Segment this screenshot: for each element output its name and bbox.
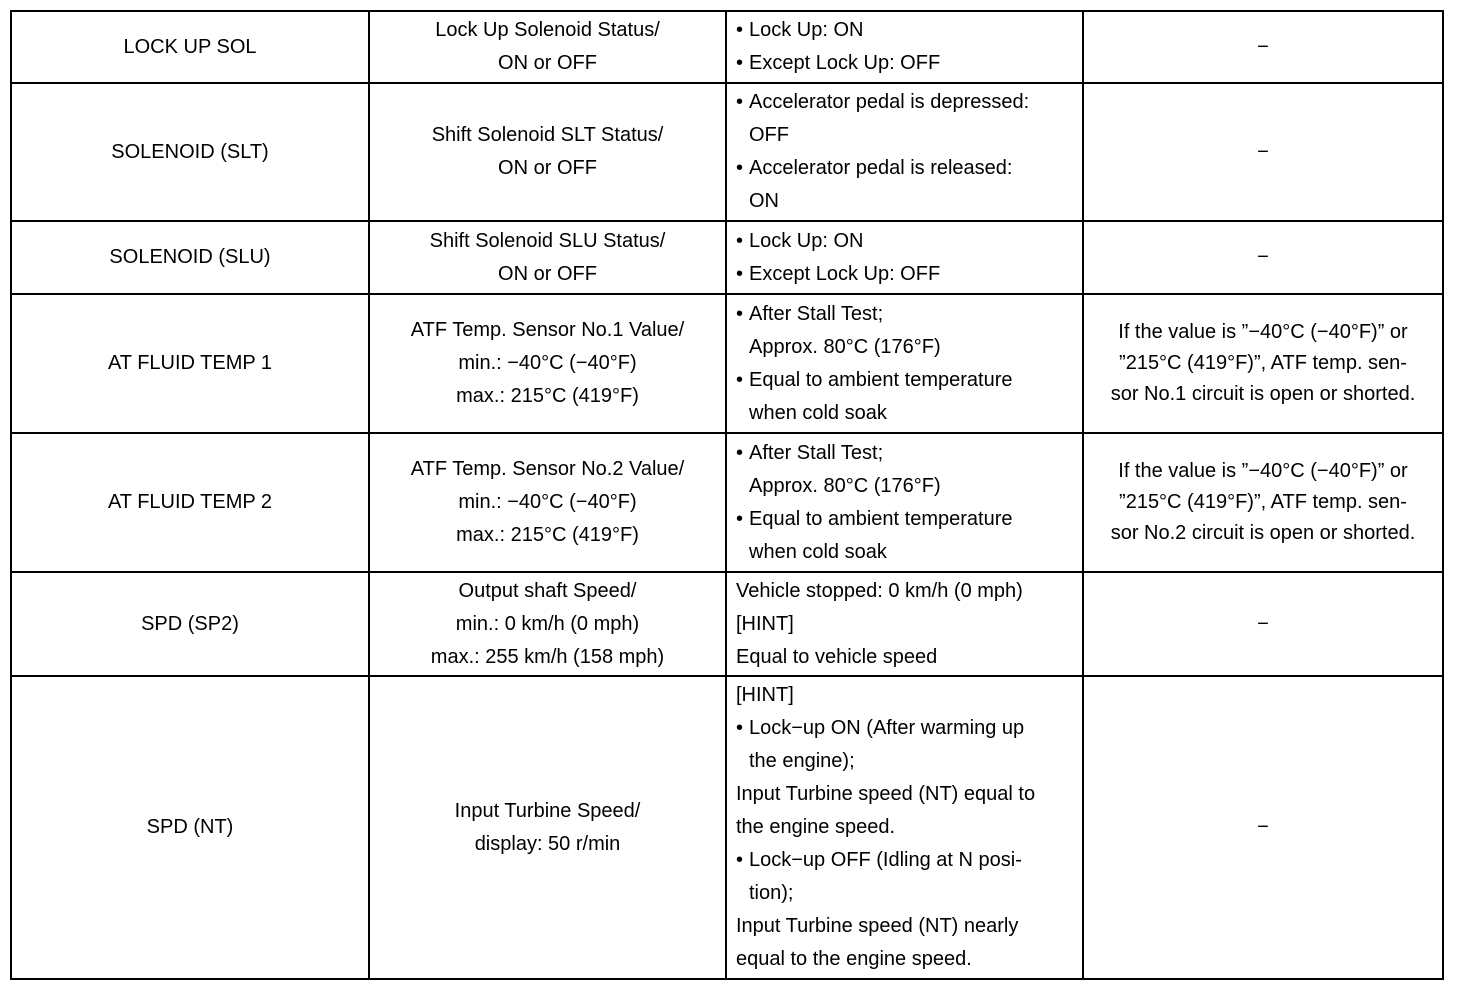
normal-text-line: equal to the engine speed.	[736, 948, 972, 970]
item-cell	[11, 294, 369, 433]
bullet-text: Accelerator pedal is released:	[749, 157, 1013, 179]
bullet-continuation: when cold soak	[749, 401, 887, 424]
bullet-continuation: the engine);	[749, 750, 855, 772]
measurement-line: ON or OFF	[498, 157, 597, 179]
bullet-text: Lock Up: ON	[749, 229, 864, 252]
item-cell	[11, 221, 369, 294]
normal-condition-cell	[726, 676, 1083, 979]
item-cell	[11, 433, 369, 572]
normal-condition-cell	[726, 11, 1083, 83]
bullet-text: Lock Up: ON	[749, 19, 864, 41]
diagnostic-note-cell	[1083, 433, 1443, 572]
item-text: SOLENOID (SLT)	[111, 140, 269, 163]
normal-condition-cell	[726, 294, 1083, 433]
bullet-text: Except Lock Up: OFF	[749, 262, 941, 285]
item-text: AT FLUID TEMP 2	[107, 491, 273, 513]
bullet-continuation: Approx. 80°C (176°F)	[749, 474, 941, 497]
bullet-icon: •	[736, 849, 744, 871]
measurement-cell	[369, 676, 726, 979]
table-row	[11, 294, 1443, 433]
normal-condition-cell	[726, 83, 1083, 221]
item-text: SOLENOID (SLU)	[109, 246, 271, 268]
diagnostic-note-line: If the value is ”−40°C (−40°F)” or	[1118, 460, 1408, 482]
bullet-item	[736, 503, 1078, 536]
bullet-icon: •	[736, 52, 744, 74]
item-text: AT FLUID TEMP 1	[107, 352, 273, 374]
bullet-continuation: OFF	[749, 124, 789, 146]
bullet-text: Equal to ambient temperature	[749, 507, 1013, 530]
data-list-table	[10, 10, 1444, 980]
diagnostic-note-line: −	[1257, 140, 1269, 163]
measurement-cell	[369, 572, 726, 676]
measurement-line: max.: 215°C (419°F)	[456, 385, 639, 407]
item-cell	[11, 572, 369, 676]
bullet-icon: •	[736, 262, 744, 285]
bullet-item	[736, 225, 1078, 258]
measurement-line: max.: 255 km/h (158 mph)	[430, 645, 665, 668]
measurement-cell	[369, 83, 726, 221]
measurement-line: Input Turbine Speed/	[454, 799, 641, 822]
bullet-text: Except Lock Up: OFF	[749, 52, 941, 74]
bullet-text: Accelerator pedal is depressed:	[749, 91, 1030, 113]
diagnostic-note-cell	[1083, 572, 1443, 676]
item-text: SPD (NT)	[146, 816, 234, 838]
bullet-text: Lock−up OFF (Idling at N posi-	[749, 849, 1022, 871]
normal-text-line: Input Turbine speed (NT) nearly	[736, 915, 1019, 937]
bullet-item	[736, 712, 1078, 745]
bullet-icon: •	[736, 157, 744, 179]
hint-label: [HINT]	[736, 612, 794, 635]
bullet-item	[736, 364, 1078, 397]
table-row	[11, 676, 1443, 979]
bullet-text: Equal to ambient temperature	[749, 368, 1013, 391]
diagnostic-note-line: −	[1257, 246, 1269, 268]
measurement-cell	[369, 221, 726, 294]
normal-text-line: Equal to vehicle speed	[736, 645, 938, 668]
normal-condition-cell	[726, 433, 1083, 572]
diagnostic-note-line: −	[1257, 816, 1269, 838]
bullet-icon: •	[736, 441, 744, 464]
diagnostic-note-cell	[1083, 83, 1443, 221]
measurement-line: Shift Solenoid SLT Status/	[431, 124, 664, 146]
measurement-line: ATF Temp. Sensor No.1 Value/	[410, 319, 685, 341]
bullet-continuation: tion);	[749, 882, 794, 904]
diagnostic-note-cell	[1083, 221, 1443, 294]
diagnostic-note-line: If the value is ”−40°C (−40°F)” or	[1118, 321, 1408, 343]
bullet-item	[736, 844, 1078, 877]
measurement-line: min.: 0 km/h (0 mph)	[455, 612, 640, 635]
table-row	[11, 572, 1443, 676]
bullet-item	[736, 47, 1078, 80]
bullet-icon: •	[736, 19, 744, 41]
normal-condition-cell	[726, 221, 1083, 294]
bullet-item	[736, 437, 1078, 470]
bullet-icon: •	[736, 302, 744, 325]
diagnostic-note-cell	[1083, 676, 1443, 979]
normal-text-line: the engine speed.	[736, 816, 896, 838]
measurement-line: Output shaft Speed/	[458, 579, 637, 602]
bullet-item	[736, 298, 1078, 331]
measurement-line: Shift Solenoid SLU Status/	[429, 229, 666, 252]
item-text: LOCK UP SOL	[123, 35, 257, 58]
item-cell	[11, 11, 369, 83]
measurement-cell	[369, 294, 726, 433]
bullet-icon: •	[736, 91, 744, 113]
table-row	[11, 11, 1443, 83]
bullet-text: Lock−up ON (After warming up	[749, 717, 1025, 739]
bullet-icon: •	[736, 368, 744, 391]
bullet-continuation: ON	[749, 190, 779, 212]
bullet-item	[736, 258, 1078, 291]
measurement-cell	[369, 433, 726, 572]
diagnostic-note-cell	[1083, 294, 1443, 433]
bullet-continuation: Approx. 80°C (176°F)	[749, 335, 941, 358]
bullet-item	[736, 86, 1078, 119]
measurement-line: min.: −40°C (−40°F)	[458, 352, 637, 374]
diagnostic-note-line: sor No.2 circuit is open or shorted.	[1110, 522, 1416, 544]
item-cell	[11, 676, 369, 979]
measurement-line: max.: 215°C (419°F)	[456, 524, 639, 546]
bullet-icon: •	[736, 229, 744, 252]
table-body	[11, 11, 1443, 979]
item-text: SPD (SP2)	[141, 612, 239, 635]
normal-text-line: Input Turbine speed (NT) equal to	[736, 783, 1036, 805]
normal-condition-cell	[726, 572, 1083, 676]
measurement-line: ATF Temp. Sensor No.2 Value/	[410, 458, 685, 480]
bullet-item	[736, 14, 1078, 47]
diagnostic-note-line: sor No.1 circuit is open or shorted.	[1110, 383, 1416, 405]
diagnostic-note-cell	[1083, 11, 1443, 83]
diagnostic-note-line: ”215°C (419°F)”, ATF temp. sen-	[1119, 491, 1407, 513]
diagnostic-note-line: ”215°C (419°F)”, ATF temp. sen-	[1119, 352, 1407, 374]
normal-text-line: Vehicle stopped: 0 km/h (0 mph)	[736, 579, 1023, 602]
measurement-line: min.: −40°C (−40°F)	[458, 491, 637, 513]
diagnostic-note-line: −	[1257, 35, 1269, 58]
measurement-line: ON or OFF	[498, 262, 597, 285]
table-row	[11, 83, 1443, 221]
bullet-item	[736, 152, 1078, 185]
measurement-line: display: 50 r/min	[474, 832, 621, 855]
bullet-icon: •	[736, 717, 744, 739]
bullet-continuation: when cold soak	[749, 540, 887, 563]
table-row	[11, 221, 1443, 294]
bullet-text: After Stall Test;	[749, 302, 884, 325]
measurement-line: ON or OFF	[498, 52, 597, 74]
measurement-line: Lock Up Solenoid Status/	[435, 19, 660, 41]
hint-label: [HINT]	[736, 684, 794, 706]
measurement-cell	[369, 11, 726, 83]
diagnostic-note-line: −	[1257, 612, 1269, 635]
item-cell	[11, 83, 369, 221]
bullet-text: After Stall Test;	[749, 441, 884, 464]
bullet-icon: •	[736, 507, 744, 530]
table-row	[11, 433, 1443, 572]
